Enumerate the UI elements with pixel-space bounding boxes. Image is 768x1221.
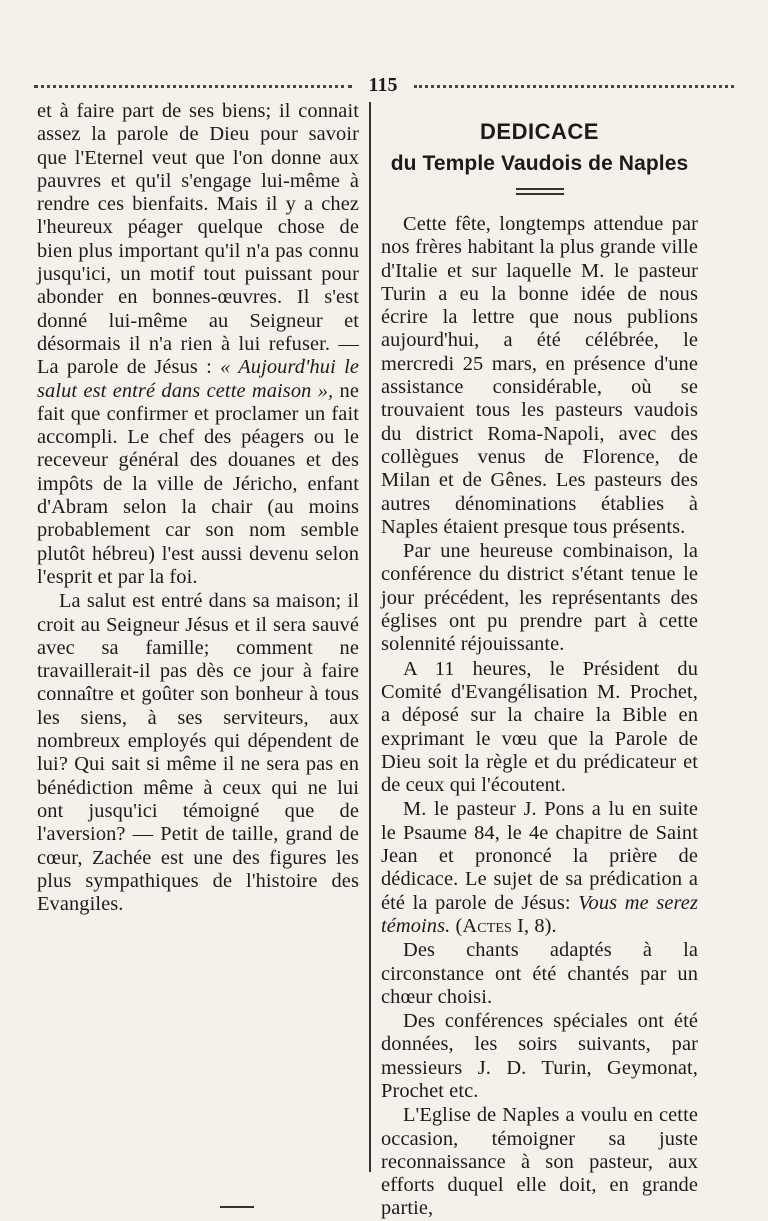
- quote-text: « Aujourd'hui le salut est entré dans cette maison »,: [37, 356, 359, 402]
- paragraph: Cette fête, longtemps attendue par nos frères habitant la plus grande ville d'Italie et sur laquelle M. le pasteur Turin a eu la bonne idée de nous écrire la lettre que nous publions aujourd'hui, a été célébrée, le mercredi 25 mars, en présence d'une assistance considérable, où se trouvaient tous les pasteurs vaudois du district Roma-Napoli, avec des collègues venus de Florence, de Milan et de Gênes. Les pasteurs des autres dénominations établies à Naples étaient presque tous présents.: [381, 213, 698, 538]
- paragraph: La salut est entré dans sa maison; il croit au Seigneur Jésus et il sera sauvé avec sa famille; comment ne travaillerait-il pas dès ce jour à faire connaître et goûter son bonheur à tous les siens, à ses serviteurs, aux nombreux employés qui dépendent de lui? Qui sait si même il ne sera pas en bénédiction même à ceux qui ne lui ont jusqu'ici témoigné que de l'aversion? — Petit de taille, grand de cœur, Zachée est une des figures les plus sympathiques de l'histoire des Evangiles.: [37, 590, 359, 916]
- paragraph: L'Eglise de Naples a voulu en cette occasion, témoigner sa juste reconnaissance à son pasteur, aux efforts duquel elle doit, en grande partie,: [381, 1104, 698, 1220]
- paragraph: [37, 100, 359, 589]
- paragraph: Des conférences spéciales ont été données, les soirs suivants, par messieurs J. D. Turin, Geymonat, Prochet etc.: [381, 1010, 698, 1102]
- title-rule: [516, 188, 564, 195]
- paragraph: Des chants adaptés à la circonstance ont été chantés par un chœur choisi.: [381, 939, 698, 1008]
- citation: (Actes I, 8).: [455, 914, 557, 937]
- header-rule-right: [414, 85, 734, 88]
- paragraph: A 11 heures, le Président du Comité d'Evangélisation M. Prochet, a déposé sur la chaire la Bible en exprimant le vœu que la Parole de Dieu soit la règle et du prédicateur et de ceux qui l'écoutent.: [381, 657, 698, 797]
- paragraph: Par une heureuse combinaison, la conférence du district s'étant tenue le jour précédent, les représentants des églises ont pu prendre part à cette solennité réjouissante.: [381, 540, 698, 656]
- paragraph-text: M. le pasteur J. Pons a lu en suite le Psaume 84, le 4e chapitre de Saint Jean et prononcé la prière de dédicace. Le sujet de sa prédication a été la parole de Jésus:: [381, 798, 698, 914]
- paragraph-text: ne fait que confirmer et proclamer un fait accompli. Le chef des péagers ou le receveur général des douanes et des impôts de la ville de Jéricho, enfant d'Abram selon la chair (au moins probablement car son nom semble plutôt hébreu) l'est aussi devenu selon l'esprit et par la foi.: [37, 379, 359, 588]
- header-rule-left: [34, 85, 352, 88]
- right-column: [381, 118, 698, 1221]
- column-divider: [369, 102, 371, 1172]
- paragraph-text: et à faire part de ses biens; il connait assez la parole de Dieu pour savoir que l'Eternel veut que l'on donne aux pauvres et qu'il s'engage lui-même à rendre ces bienfaits. Mais il y a chez l'heureux péager quelque chose de bien plus important qu'il n'a pas connu jusqu'ici, un motif tout puissant pour abonder en bonnes-œuvres. Il s'est donné lui-même au Seigneur et désormais il n'a rien à lui refuser. — La parole de Jésus :: [37, 100, 359, 379]
- article-subtitle: du Temple Vaudois de Naples: [390, 152, 689, 175]
- paragraph: [381, 798, 698, 938]
- article-end-rule: [220, 1206, 254, 1208]
- page-number: 115: [368, 74, 398, 96]
- article-title: DEDICACE: [480, 119, 599, 144]
- page-header: [34, 76, 734, 96]
- left-column: [37, 100, 359, 916]
- quote-text: Vous me serez témoins.: [381, 891, 698, 937]
